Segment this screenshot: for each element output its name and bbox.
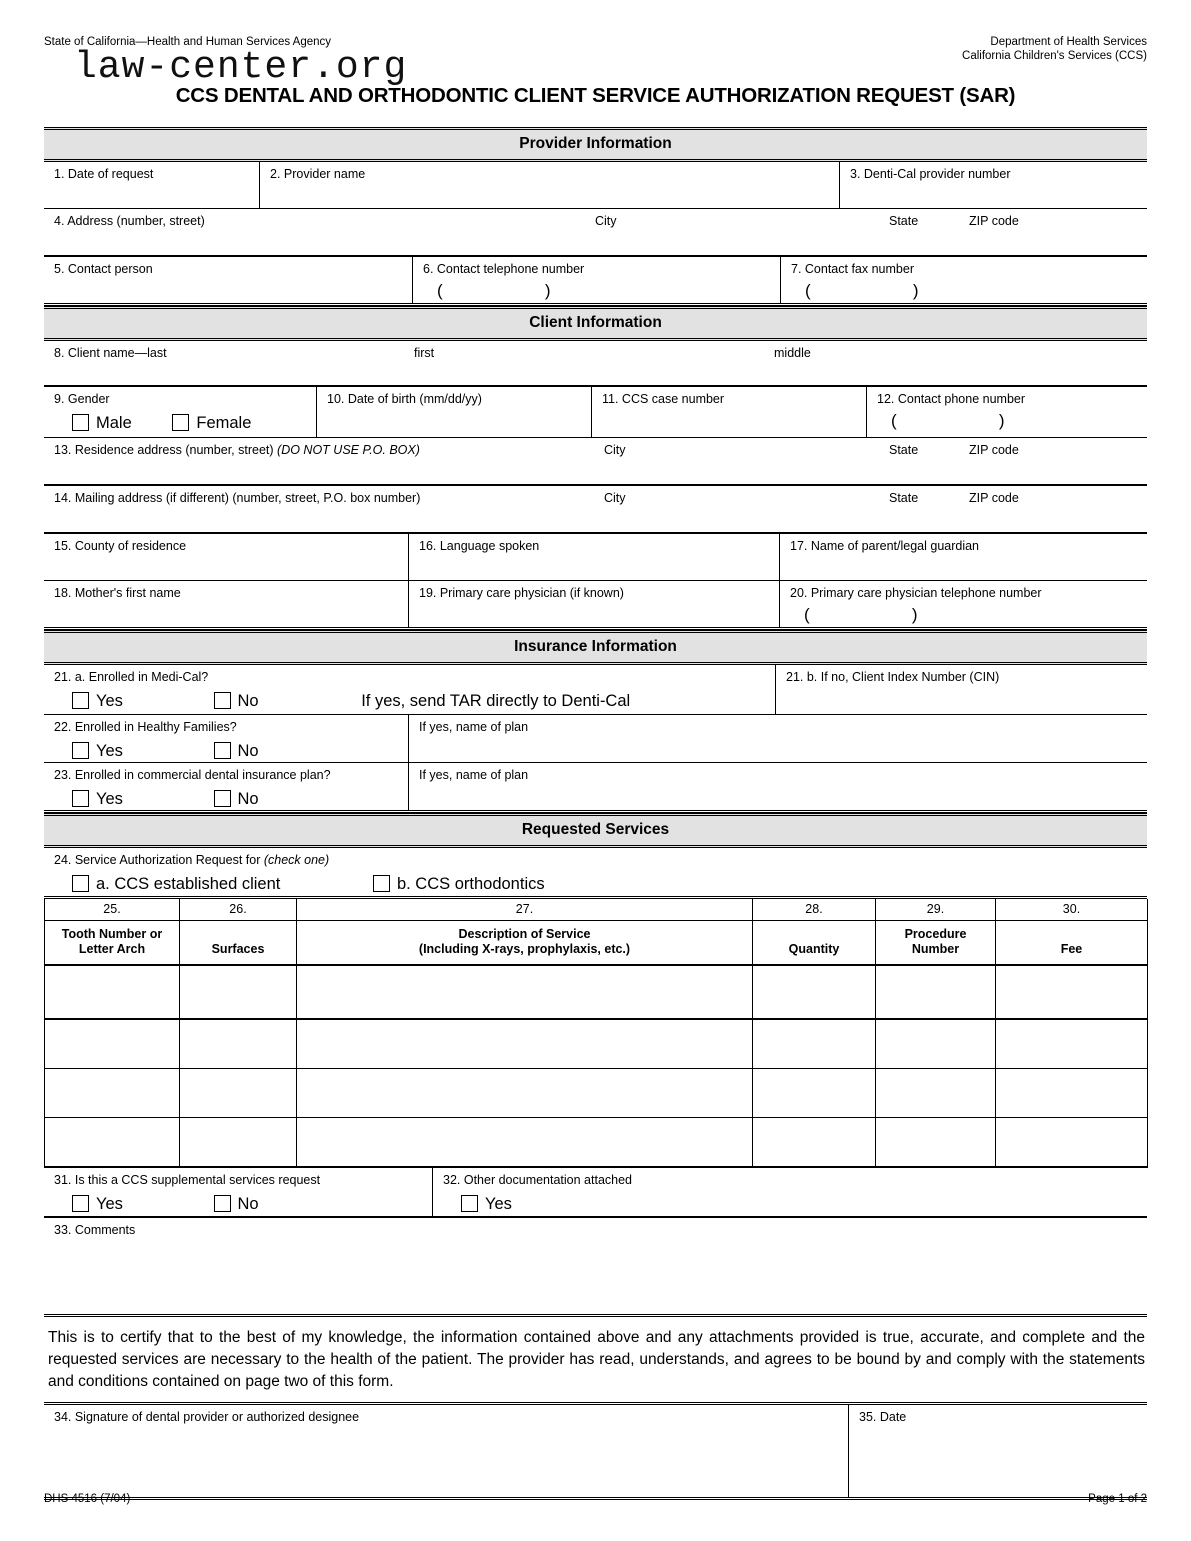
- checkbox-option-no[interactable]: [214, 1194, 259, 1214]
- column-number-28: 28.: [753, 899, 876, 921]
- option-label: Male: [96, 414, 132, 432]
- healthy-families-options: [72, 741, 408, 761]
- cell-tooth-number[interactable]: [45, 1019, 180, 1069]
- cell-quantity[interactable]: [753, 965, 876, 1019]
- checkbox-option-female[interactable]: [172, 413, 251, 433]
- cell-description[interactable]: [297, 1019, 753, 1069]
- field-label-city: City: [604, 443, 626, 457]
- cell-tooth-number[interactable]: [45, 965, 180, 1019]
- field-residence-address[interactable]: [44, 438, 1147, 484]
- cell-description[interactable]: [297, 965, 753, 1019]
- insurance-row-commercial: [44, 763, 1147, 813]
- field-contact-fax[interactable]: [780, 257, 1147, 303]
- field-enrolled-healthy-families[interactable]: [44, 715, 408, 762]
- field-label: 7. Contact fax number: [791, 262, 914, 276]
- cell-procedure-number[interactable]: [876, 1019, 996, 1069]
- field-label: 18. Mother's first name: [54, 586, 181, 600]
- cell-procedure-number[interactable]: [876, 1069, 996, 1118]
- department-name: Department of Health Services: [990, 36, 1147, 48]
- provider-information-section: [44, 127, 1147, 306]
- checkbox-icon[interactable]: [214, 692, 231, 709]
- table-row[interactable]: [45, 1118, 1148, 1168]
- field-enrolled-medi-cal[interactable]: [44, 665, 775, 714]
- field-client-index-number[interactable]: [775, 665, 1147, 714]
- field-primary-care-physician-phone[interactable]: [779, 581, 1147, 627]
- checkbox-option-no[interactable]: [214, 691, 259, 711]
- cell-fee[interactable]: [996, 1019, 1148, 1069]
- insurance-row-medical: [44, 665, 1147, 715]
- field-label: 21. b. If no, Client Index Number (CIN): [786, 670, 1000, 684]
- gender-options: [72, 413, 316, 433]
- field-ccs-case-number[interactable]: [591, 387, 866, 437]
- field-label: 12. Contact phone number: [877, 392, 1026, 406]
- client-row-demographics: [44, 387, 1147, 438]
- checkbox-icon[interactable]: [72, 875, 89, 892]
- field-label: 34. Signature of dental provider or authorized designee: [54, 1410, 360, 1424]
- checkbox-icon[interactable]: [461, 1195, 478, 1212]
- cell-procedure-number[interactable]: [876, 1118, 996, 1168]
- other-documentation-options: [461, 1194, 1147, 1214]
- field-supplemental-services-request[interactable]: [44, 1168, 432, 1216]
- field-mothers-first-name[interactable]: [44, 581, 408, 627]
- field-label: 10. Date of birth (mm/dd/yy): [327, 392, 482, 406]
- field-label: 19. Primary care physician (if known): [419, 586, 624, 600]
- checkbox-option-yes[interactable]: [72, 1194, 123, 1214]
- checkbox-option-yes[interactable]: [72, 789, 123, 809]
- option-label: Yes: [96, 742, 123, 760]
- cell-quantity[interactable]: [753, 1118, 876, 1168]
- option-label: No: [237, 742, 259, 760]
- commercial-options: [72, 789, 408, 809]
- provider-row-contact: [44, 257, 1147, 306]
- field-label-state: State: [889, 214, 919, 228]
- checkbox-icon[interactable]: [72, 414, 89, 431]
- cell-fee[interactable]: [996, 1069, 1148, 1118]
- watermark-law-center: law-center.org: [74, 46, 408, 89]
- client-row-name[interactable]: [44, 341, 1147, 387]
- option-label: a. CCS established client: [96, 875, 281, 893]
- column-number-26: 26.: [180, 899, 297, 921]
- checkbox-option-no[interactable]: [214, 789, 259, 809]
- field-label: 15. County of residence: [54, 539, 187, 553]
- field-label: 17. Name of parent/legal guardian: [790, 539, 980, 553]
- services-row-supplemental: [44, 1168, 1147, 1218]
- field-label: 21. a. Enrolled in Medi-Cal?: [54, 670, 209, 684]
- field-label: 5. Contact person: [54, 262, 153, 276]
- cell-procedure-number[interactable]: [876, 965, 996, 1019]
- cell-quantity[interactable]: [753, 1019, 876, 1069]
- field-contact-person[interactable]: [44, 257, 412, 303]
- field-contact-telephone[interactable]: [412, 257, 780, 303]
- cell-surfaces[interactable]: [180, 1019, 297, 1069]
- field-commercial-plan-name[interactable]: [408, 763, 1147, 810]
- cell-tooth-number[interactable]: [45, 1118, 180, 1168]
- program-name: California Children's Services (CCS): [962, 50, 1147, 62]
- page-number: Page 1 of 2: [1088, 1493, 1147, 1505]
- table-row[interactable]: [45, 1069, 1148, 1118]
- checkbox-option-orthodontics[interactable]: [373, 874, 545, 894]
- column-header-procedure-number: Procedure Number: [876, 921, 996, 966]
- cell-surfaces[interactable]: [180, 1118, 297, 1168]
- field-date-of-request[interactable]: [44, 162, 259, 208]
- field-label: 2. Provider name: [270, 167, 366, 181]
- cell-fee[interactable]: [996, 965, 1148, 1019]
- column-number-25: 25.: [45, 899, 180, 921]
- checkbox-option-no[interactable]: [214, 741, 259, 761]
- checkbox-icon[interactable]: [214, 790, 231, 807]
- field-label: 23. Enrolled in commercial dental insurance plan?: [54, 768, 331, 782]
- cell-tooth-number[interactable]: [45, 1069, 180, 1118]
- signature-row: [44, 1402, 1147, 1500]
- field-sar-type[interactable]: [44, 848, 1147, 896]
- fax-parens: ( ): [805, 281, 941, 300]
- field-label: 13. Residence address (number, street) (DO NOT USE P.O. BOX): [54, 443, 420, 457]
- checkbox-icon[interactable]: [72, 692, 89, 709]
- sar-type-options: [72, 874, 1147, 894]
- client-information-section: [44, 306, 1147, 630]
- agency-line: State of California—Health and Human Services Agency: [44, 36, 332, 48]
- checkbox-icon[interactable]: [172, 414, 189, 431]
- column-number-29: 29.: [876, 899, 996, 921]
- field-label: 14. Mailing address (if different) (number, street, P.O. box number): [54, 491, 421, 505]
- section-header-insurance: Insurance Information: [44, 630, 1147, 665]
- column-header-fee: Fee: [996, 921, 1148, 966]
- field-label: 8. Client name—last: [54, 346, 167, 360]
- medi-cal-note: If yes, send TAR directly to Denti-Cal: [361, 692, 631, 710]
- section-header-client: Client Information: [44, 306, 1147, 341]
- services-row-request-type: [44, 848, 1147, 899]
- field-provider-address[interactable]: [44, 209, 1147, 255]
- section-header-provider: Provider Information: [44, 127, 1147, 162]
- option-label: Yes: [96, 692, 123, 710]
- option-label: Yes: [96, 790, 123, 808]
- cell-description[interactable]: [297, 1118, 753, 1168]
- field-label: 20. Primary care physician telephone number: [790, 586, 1042, 600]
- option-label: No: [237, 1195, 259, 1213]
- page-footer: [44, 1493, 1147, 1505]
- column-header-description: Description of Service (Including X-rays, prophylaxis, etc.): [297, 921, 753, 966]
- checkbox-option-male[interactable]: [72, 413, 132, 433]
- cell-quantity[interactable]: [753, 1069, 876, 1118]
- department-block: [962, 35, 1147, 63]
- checkbox-icon[interactable]: [72, 790, 89, 807]
- provider-row-address[interactable]: [44, 209, 1147, 257]
- option-label: No: [237, 790, 259, 808]
- field-label-city: City: [595, 214, 617, 228]
- field-label: 35. Date: [859, 1410, 907, 1424]
- field-label-zip: ZIP code: [969, 443, 1019, 457]
- phone-parens: ( ): [804, 605, 940, 624]
- checkbox-option-yes[interactable]: [72, 741, 123, 761]
- field-label-zip: ZIP code: [969, 214, 1019, 228]
- table-row[interactable]: [45, 1019, 1148, 1069]
- table-row[interactable]: [45, 965, 1148, 1019]
- supplemental-options: [72, 1194, 432, 1214]
- insurance-information-section: [44, 630, 1147, 813]
- client-row-county-language-guardian: [44, 534, 1147, 581]
- cell-description[interactable]: [297, 1069, 753, 1118]
- field-label: 6. Contact telephone number: [423, 262, 585, 276]
- field-label: 4. Address (number, street): [54, 214, 205, 228]
- field-language-spoken[interactable]: [408, 534, 779, 580]
- column-number-30: 30.: [996, 899, 1148, 921]
- requested-services-section: [44, 813, 1147, 1314]
- checkbox-icon[interactable]: [72, 742, 89, 759]
- field-signature-date[interactable]: [848, 1405, 1147, 1497]
- checkbox-option-established-client[interactable]: [72, 874, 280, 894]
- field-label: 9. Gender: [54, 392, 110, 406]
- field-label-first: first: [414, 346, 435, 360]
- services-row-comments[interactable]: [44, 1218, 1147, 1314]
- table-column-number-row: [45, 899, 1148, 921]
- checkbox-icon[interactable]: [214, 742, 231, 759]
- option-label: b. CCS orthodontics: [396, 875, 545, 893]
- checkbox-option-yes[interactable]: [461, 1194, 512, 1214]
- column-header-quantity: Quantity: [753, 921, 876, 966]
- field-comments[interactable]: [44, 1218, 1147, 1314]
- option-label: Female: [196, 414, 252, 432]
- field-other-documentation-attached[interactable]: [432, 1168, 1147, 1216]
- field-parent-guardian-name[interactable]: [779, 534, 1147, 580]
- field-label: 11. CCS case number: [602, 392, 725, 406]
- field-label: 32. Other documentation attached: [443, 1173, 633, 1187]
- cell-fee[interactable]: [996, 1118, 1148, 1168]
- form-number: DHS 4516 (7/04): [44, 1493, 131, 1505]
- field-client-name[interactable]: [44, 341, 1147, 385]
- client-row-mailing-address[interactable]: [44, 486, 1147, 534]
- field-label: 1. Date of request: [54, 167, 154, 181]
- client-row-residence-address[interactable]: [44, 438, 1147, 486]
- certification-section: [44, 1314, 1147, 1500]
- field-label-middle: middle: [774, 346, 811, 360]
- field-label: 31. Is this a CCS supplemental services request: [54, 1173, 321, 1187]
- field-date-of-birth[interactable]: [316, 387, 591, 437]
- field-label: If yes, name of plan: [419, 768, 529, 782]
- insurance-row-healthy-families: [44, 715, 1147, 763]
- field-primary-care-physician[interactable]: [408, 581, 779, 627]
- field-label-zip: ZIP code: [969, 491, 1019, 505]
- page-header: [44, 0, 1147, 89]
- column-header-tooth-number: Tooth Number or Letter Arch: [45, 921, 180, 966]
- column-header-surfaces: Surfaces: [180, 921, 297, 966]
- column-number-27: 27.: [297, 899, 753, 921]
- cell-surfaces[interactable]: [180, 1069, 297, 1118]
- field-label-state: State: [889, 491, 919, 505]
- field-label: If yes, name of plan: [419, 720, 529, 734]
- field-provider-name[interactable]: [259, 162, 839, 208]
- page-title: CCS DENTAL AND ORTHODONTIC CLIENT SERVICE AUTHORIZATION REQUEST (SAR): [175, 84, 1016, 107]
- field-signature[interactable]: [44, 1405, 848, 1497]
- field-denti-cal-provider-number[interactable]: [839, 162, 1147, 208]
- field-label: 22. Enrolled in Healthy Families?: [54, 720, 237, 734]
- client-row-mother-physician: [44, 581, 1147, 630]
- phone-parens: ( ): [437, 281, 573, 300]
- option-label: No: [237, 692, 259, 710]
- requested-services-table: [44, 899, 1148, 1168]
- field-label: 24. Service Authorization Request for (check one): [54, 853, 330, 867]
- option-label: Yes: [485, 1195, 512, 1213]
- provider-row-1: [44, 162, 1147, 209]
- field-enrolled-commercial-dental[interactable]: [44, 763, 408, 810]
- field-gender[interactable]: [44, 387, 316, 437]
- checkbox-icon[interactable]: [373, 875, 390, 892]
- medi-cal-options: [72, 691, 775, 711]
- field-county-of-residence[interactable]: [44, 534, 408, 580]
- section-header-services: Requested Services: [44, 813, 1147, 848]
- field-label: 33. Comments: [54, 1223, 136, 1237]
- field-label-state: State: [889, 443, 919, 457]
- checkbox-option-yes[interactable]: [72, 691, 123, 711]
- field-label: 3. Denti-Cal provider number: [850, 167, 1011, 181]
- certification-text: This is to certify that to the best of my knowledge, the information contained above and any attachments provided is true, accurate, and complete and the requested services are necessary to the health of the patient. The provider has read, understands, and agrees to be bound by and comply with the statements and conditions contained on page two of this form.: [48, 1329, 1145, 1390]
- table-header-row: [45, 921, 1148, 966]
- field-client-contact-phone[interactable]: [866, 387, 1147, 437]
- option-label: Yes: [96, 1195, 123, 1213]
- field-mailing-address[interactable]: [44, 486, 1147, 532]
- field-label: 16. Language spoken: [419, 539, 540, 553]
- field-label-city: City: [604, 491, 626, 505]
- checkbox-icon[interactable]: [214, 1195, 231, 1212]
- field-healthy-families-plan-name[interactable]: [408, 715, 1147, 762]
- checkbox-icon[interactable]: [72, 1195, 89, 1212]
- cell-surfaces[interactable]: [180, 965, 297, 1019]
- phone-parens: ( ): [891, 411, 1027, 430]
